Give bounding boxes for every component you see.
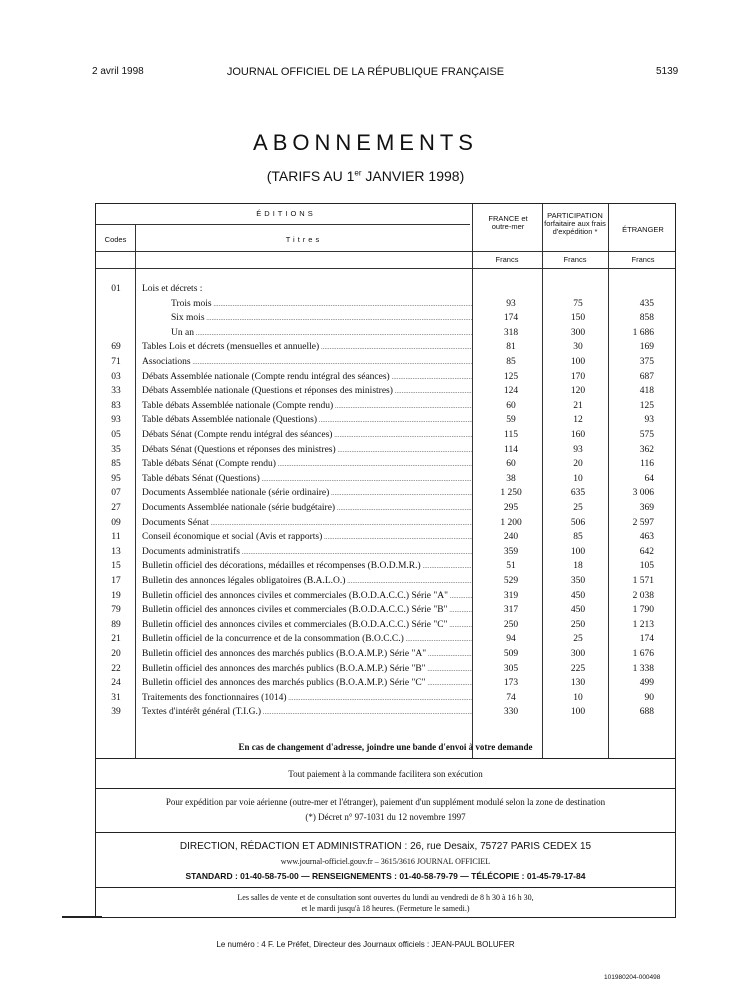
row-title: Trois mois .....	[171, 297, 472, 312]
row-title: Conseil économique et social (Avis et rapports) .....	[142, 530, 472, 545]
row-title: Documents Sénat .....	[142, 516, 472, 531]
row-code: 33	[111, 386, 121, 397]
row-france-price: 1 200	[500, 517, 522, 528]
row-title: Débats Assemblée nationale (Questions et réponses des ministres) .....	[142, 384, 472, 399]
row-code: 85	[111, 459, 121, 470]
row-title: Débats Assemblée nationale (Compte rendu intégral des séances) .....	[142, 370, 472, 385]
row-title: Six mois .....	[171, 311, 472, 326]
etranger-column-header: ÉTRANGER	[622, 225, 664, 234]
table-row	[96, 662, 677, 677]
row-france-price: 174	[503, 313, 519, 324]
row-france-price: 1 250	[500, 488, 522, 499]
row-title: Bulletin officiel des annonces des marchés publics (B.O.A.M.P.) Série "C" .....	[142, 676, 472, 691]
table-row	[96, 428, 677, 443]
row-participation-price: 85	[573, 532, 583, 543]
row-participation-price: 160	[570, 430, 586, 440]
unit-label: Francs	[563, 255, 587, 264]
page-title: ABONNEMENTS	[253, 130, 478, 155]
row-france-price: 359	[503, 546, 519, 557]
row-foreign-price: 125	[639, 400, 654, 411]
page-subtitle: (TARIFS AU 1er JANVIER 1998)	[266, 168, 465, 184]
row-foreign-price: 1 790	[632, 605, 654, 616]
row-code: 09	[111, 517, 121, 528]
row-code: 22	[111, 663, 121, 674]
row-code: 07	[111, 488, 121, 499]
row-france-price: 295	[503, 503, 519, 513]
row-foreign-price: 90	[644, 692, 654, 703]
row-code: 03	[111, 371, 121, 382]
row-france-price: 319	[503, 590, 519, 601]
editions-header: ÉDITIONS	[256, 209, 316, 218]
row-france-price: 59	[506, 415, 516, 426]
row-code: 83	[111, 400, 121, 411]
row-title: Table débats Assemblée nationale (Questions) .....	[142, 413, 472, 428]
contact-block	[95, 833, 676, 888]
row-title: Bulletin officiel des annonces civiles et commerciales (B.O.D.A.C.C.) Série "C" .....	[142, 618, 472, 633]
row-france-price: 94	[506, 634, 516, 645]
row-code: 05	[111, 430, 121, 440]
row-france-price: 318	[503, 327, 519, 338]
table-row	[96, 603, 677, 618]
row-france-price: 38	[506, 473, 516, 484]
row-code: 17	[111, 576, 121, 586]
table-row	[96, 516, 677, 531]
titres-header: Titres	[285, 235, 323, 244]
direction-address: DIRECTION, RÉDACTION ET ADMINISTRATION : 26, rue Desaix, 75727 PARIS CEDEX 15	[179, 841, 592, 852]
row-foreign-price: 375	[639, 357, 654, 367]
row-title: Bulletin officiel de la concurrence et de la consommation (B.O.C.C.) .....	[142, 632, 472, 647]
row-code: 89	[111, 619, 121, 630]
row-foreign-price: 1 213	[632, 619, 654, 630]
row-france-price: 240	[503, 532, 519, 543]
shipping-notice	[95, 789, 676, 833]
row-code: 35	[111, 444, 121, 455]
row-foreign-price: 362	[639, 444, 654, 455]
header-page-number: 5139	[656, 66, 679, 77]
row-participation-price: 130	[570, 678, 586, 689]
row-france-price: 124	[503, 386, 519, 397]
row-title: Débats Sénat (Compte rendu intégral des séances) .....	[142, 428, 472, 443]
row-participation-price: 635	[570, 488, 586, 499]
row-title: Bulletin officiel des annonces civiles et commerciales (B.O.D.A.C.C.) Série "A" .....	[142, 589, 472, 604]
address-change-notice: En cas de changement d'adresse, joindre une bande d'envoi à votre demande	[95, 735, 676, 759]
row-participation-price: 25	[573, 634, 583, 645]
table-row	[96, 501, 677, 516]
row-france-price: 330	[503, 707, 519, 718]
row-participation-price: 10	[573, 692, 583, 703]
codes-header: Codes	[104, 235, 127, 244]
table-row	[96, 632, 677, 647]
row-participation-price: 20	[573, 459, 583, 470]
row-code: 20	[111, 649, 121, 659]
website-text: www.journal-officiel.gouv.fr – 3615/3616 JOURNAL OFFICIEL	[280, 857, 491, 866]
row-title: Bulletin officiel des annonces des marchés publics (B.O.A.M.P.) Série "B" .....	[142, 662, 472, 677]
table-row	[96, 676, 677, 691]
row-participation-price: 100	[570, 546, 586, 557]
row-title: Associations .....	[142, 355, 472, 370]
decree-text: (*) Décret n° 97-1031 du 12 novembre 1997	[305, 812, 466, 822]
row-participation-price: 300	[570, 327, 586, 338]
row-france-price: 85	[506, 357, 516, 367]
row-title: Tables Lois et décrets (mensuelles et annuelle) .....	[142, 340, 472, 355]
page-footer: Le numéro : 4 F. Le Préfet, Directeur des Journaux officiels : JEAN-PAUL BOLUFER	[216, 940, 515, 949]
row-title: Bulletin officiel des décorations, médailles et récompenses (B.O.D.M.R.) .....	[142, 559, 472, 574]
participation-column-header: PARTICIPATION forfaitaire aux frais d'expédition *	[544, 211, 606, 236]
france-column-header: FRANCE et outre-mer	[488, 214, 528, 231]
header-date: 2 avril 1998	[92, 66, 144, 77]
row-foreign-price: 418	[639, 386, 654, 397]
row-code: 93	[111, 415, 121, 426]
row-participation-price: 21	[573, 400, 583, 411]
header-journal-title: JOURNAL OFFICIEL DE LA RÉPUBLIQUE FRANÇAISE	[226, 66, 505, 78]
row-title: Table débats Sénat (Questions) .....	[142, 472, 472, 487]
unit-label: Francs	[495, 255, 519, 264]
row-participation-price: 75	[573, 298, 583, 309]
row-participation-price: 100	[570, 357, 586, 367]
unit-label: Francs	[631, 255, 655, 264]
row-title: Traitements des fonctionnaires (1014) .....	[142, 691, 472, 706]
row-france-price: 250	[503, 619, 519, 630]
row-foreign-price: 642	[639, 546, 654, 557]
row-foreign-price: 116	[640, 459, 654, 470]
row-foreign-price: 369	[639, 503, 654, 513]
row-foreign-price: 499	[639, 678, 654, 689]
row-france-price: 305	[503, 663, 519, 674]
row-foreign-price: 435	[639, 298, 654, 309]
hours-line-2: et le mardi jusqu'à 18 heures. (Fermeture le samedi.)	[301, 904, 470, 913]
row-code: 13	[111, 546, 121, 557]
row-code: 95	[111, 473, 121, 484]
tariffs-table	[95, 203, 676, 759]
air-shipping-text: Pour expédition par voie aérienne (outre-mer et l'étranger), paiement d'un supplément modulé selon la zone de destination	[165, 797, 606, 807]
row-foreign-price: 64	[644, 473, 654, 484]
table-row	[96, 443, 677, 458]
row-france-price: 125	[503, 371, 519, 382]
row-foreign-price: 174	[639, 634, 654, 645]
row-france-price: 509	[503, 649, 519, 659]
row-title: Bulletin des annonces légales obligatoires (B.A.L.O.) .....	[142, 574, 472, 589]
table-row	[96, 618, 677, 633]
row-france-price: 529	[503, 576, 519, 586]
table-row	[96, 589, 677, 604]
row-france-price: 60	[506, 400, 516, 411]
row-participation-price: 450	[570, 605, 586, 616]
table-row	[96, 647, 677, 662]
row-participation-price: 30	[573, 342, 583, 353]
row-title: Lois et décrets :	[142, 284, 203, 294]
table-row	[96, 340, 677, 355]
row-code: 15	[111, 561, 121, 572]
row-france-price: 74	[506, 692, 516, 703]
row-title: Table débats Assemblée nationale (Compte rendu) .....	[142, 399, 472, 414]
row-title: Documents Assemblée nationale (série ordinaire) .....	[142, 486, 472, 501]
row-france-price: 115	[504, 430, 518, 440]
row-foreign-price: 1 338	[632, 663, 654, 674]
payment-notice: Tout paiement à la commande facilitera son exécution	[95, 759, 676, 789]
row-france-price: 317	[503, 605, 519, 616]
table-row	[96, 472, 677, 487]
row-foreign-price: 2 038	[632, 590, 654, 601]
row-foreign-price: 1 571	[632, 576, 654, 586]
row-participation-price: 300	[570, 649, 586, 659]
row-france-price: 93	[506, 298, 516, 309]
table-row	[96, 413, 677, 428]
row-participation-price: 25	[573, 503, 583, 513]
phone-numbers: STANDARD : 01-40-58-75-00 — RENSEIGNEMENTS : 01-40-58-79-79 — TÉLÉCOPIE : 01-45-79-17-84	[185, 871, 586, 881]
row-participation-price: 12	[573, 415, 583, 426]
row-code: 79	[111, 605, 121, 616]
row-title: Table débats Sénat (Compte rendu) .....	[142, 457, 472, 472]
row-foreign-price: 688	[639, 707, 654, 718]
hours-line-1: Les salles de vente et de consultation sont ouvertes du lundi au vendredi de 8 h 30 à 16 h 30,	[237, 893, 534, 902]
row-foreign-price: 575	[639, 430, 654, 440]
row-foreign-price: 1 686	[632, 327, 654, 338]
table-row	[96, 370, 677, 385]
row-title: Bulletin officiel des annonces des marchés publics (B.O.A.M.P.) Série "A" .....	[142, 647, 472, 662]
row-title: Débats Sénat (Questions et réponses des ministres) .....	[142, 443, 472, 458]
row-foreign-price: 3 006	[632, 488, 654, 499]
table-row	[96, 530, 677, 545]
row-participation-price: 170	[570, 371, 586, 382]
row-code: 31	[111, 692, 121, 703]
row-foreign-price: 858	[639, 313, 654, 324]
row-france-price: 60	[506, 459, 516, 470]
row-title: Bulletin officiel des annonces civiles et commerciales (B.O.D.A.C.C.) Série "B" .....	[142, 603, 472, 618]
row-foreign-price: 1 676	[632, 649, 654, 659]
row-france-price: 173	[503, 678, 519, 689]
table-row	[96, 486, 677, 501]
row-foreign-price: 169	[639, 342, 654, 353]
row-code: 01	[111, 284, 121, 294]
row-foreign-price: 2 597	[632, 517, 654, 528]
row-foreign-price: 93	[644, 415, 654, 426]
table-row	[96, 705, 677, 720]
table-row	[96, 559, 677, 574]
row-foreign-price: 463	[639, 532, 654, 543]
row-code: 19	[111, 590, 121, 601]
row-france-price: 81	[506, 342, 516, 353]
row-participation-price: 225	[570, 663, 586, 674]
table-row	[96, 326, 677, 341]
row-code: 21	[111, 634, 121, 645]
table-row	[96, 691, 677, 706]
row-participation-price: 250	[570, 619, 586, 630]
row-participation-price: 150	[570, 313, 586, 324]
table-row	[96, 384, 677, 399]
row-participation-price: 120	[570, 386, 586, 397]
row-foreign-price: 105	[639, 561, 654, 572]
table-row	[96, 355, 677, 370]
table-row	[96, 545, 677, 560]
row-participation-price: 93	[573, 444, 583, 455]
row-code: 27	[111, 503, 121, 513]
row-title: Documents administratifs .....	[142, 545, 472, 560]
row-title: Documents Assemblée nationale (série budgétaire) .....	[142, 501, 472, 516]
table-row	[96, 574, 677, 589]
row-participation-price: 506	[570, 517, 586, 528]
table-row	[96, 457, 677, 472]
row-participation-price: 350	[570, 576, 586, 586]
row-france-price: 114	[504, 444, 518, 455]
table-row	[96, 297, 677, 312]
row-participation-price: 450	[570, 590, 586, 601]
row-code: 69	[111, 342, 121, 353]
table-row	[96, 282, 677, 297]
table-row	[96, 311, 677, 326]
row-participation-price: 100	[570, 707, 586, 718]
row-participation-price: 18	[573, 561, 583, 572]
row-title: Un an .....	[171, 326, 472, 341]
row-france-price: 51	[506, 561, 516, 572]
row-code: 24	[111, 678, 121, 689]
table-row	[96, 399, 677, 414]
hours-notice	[95, 888, 676, 918]
row-foreign-price: 687	[639, 371, 654, 382]
row-code: 11	[111, 532, 121, 543]
margin-mark	[62, 916, 102, 918]
document-reference: 101980204-000498	[604, 974, 661, 981]
row-title: Textes d'intérêt général (T.I.G.) .....	[142, 705, 472, 720]
row-code: 71	[111, 357, 121, 367]
row-participation-price: 10	[573, 473, 583, 484]
row-code: 39	[111, 707, 121, 718]
